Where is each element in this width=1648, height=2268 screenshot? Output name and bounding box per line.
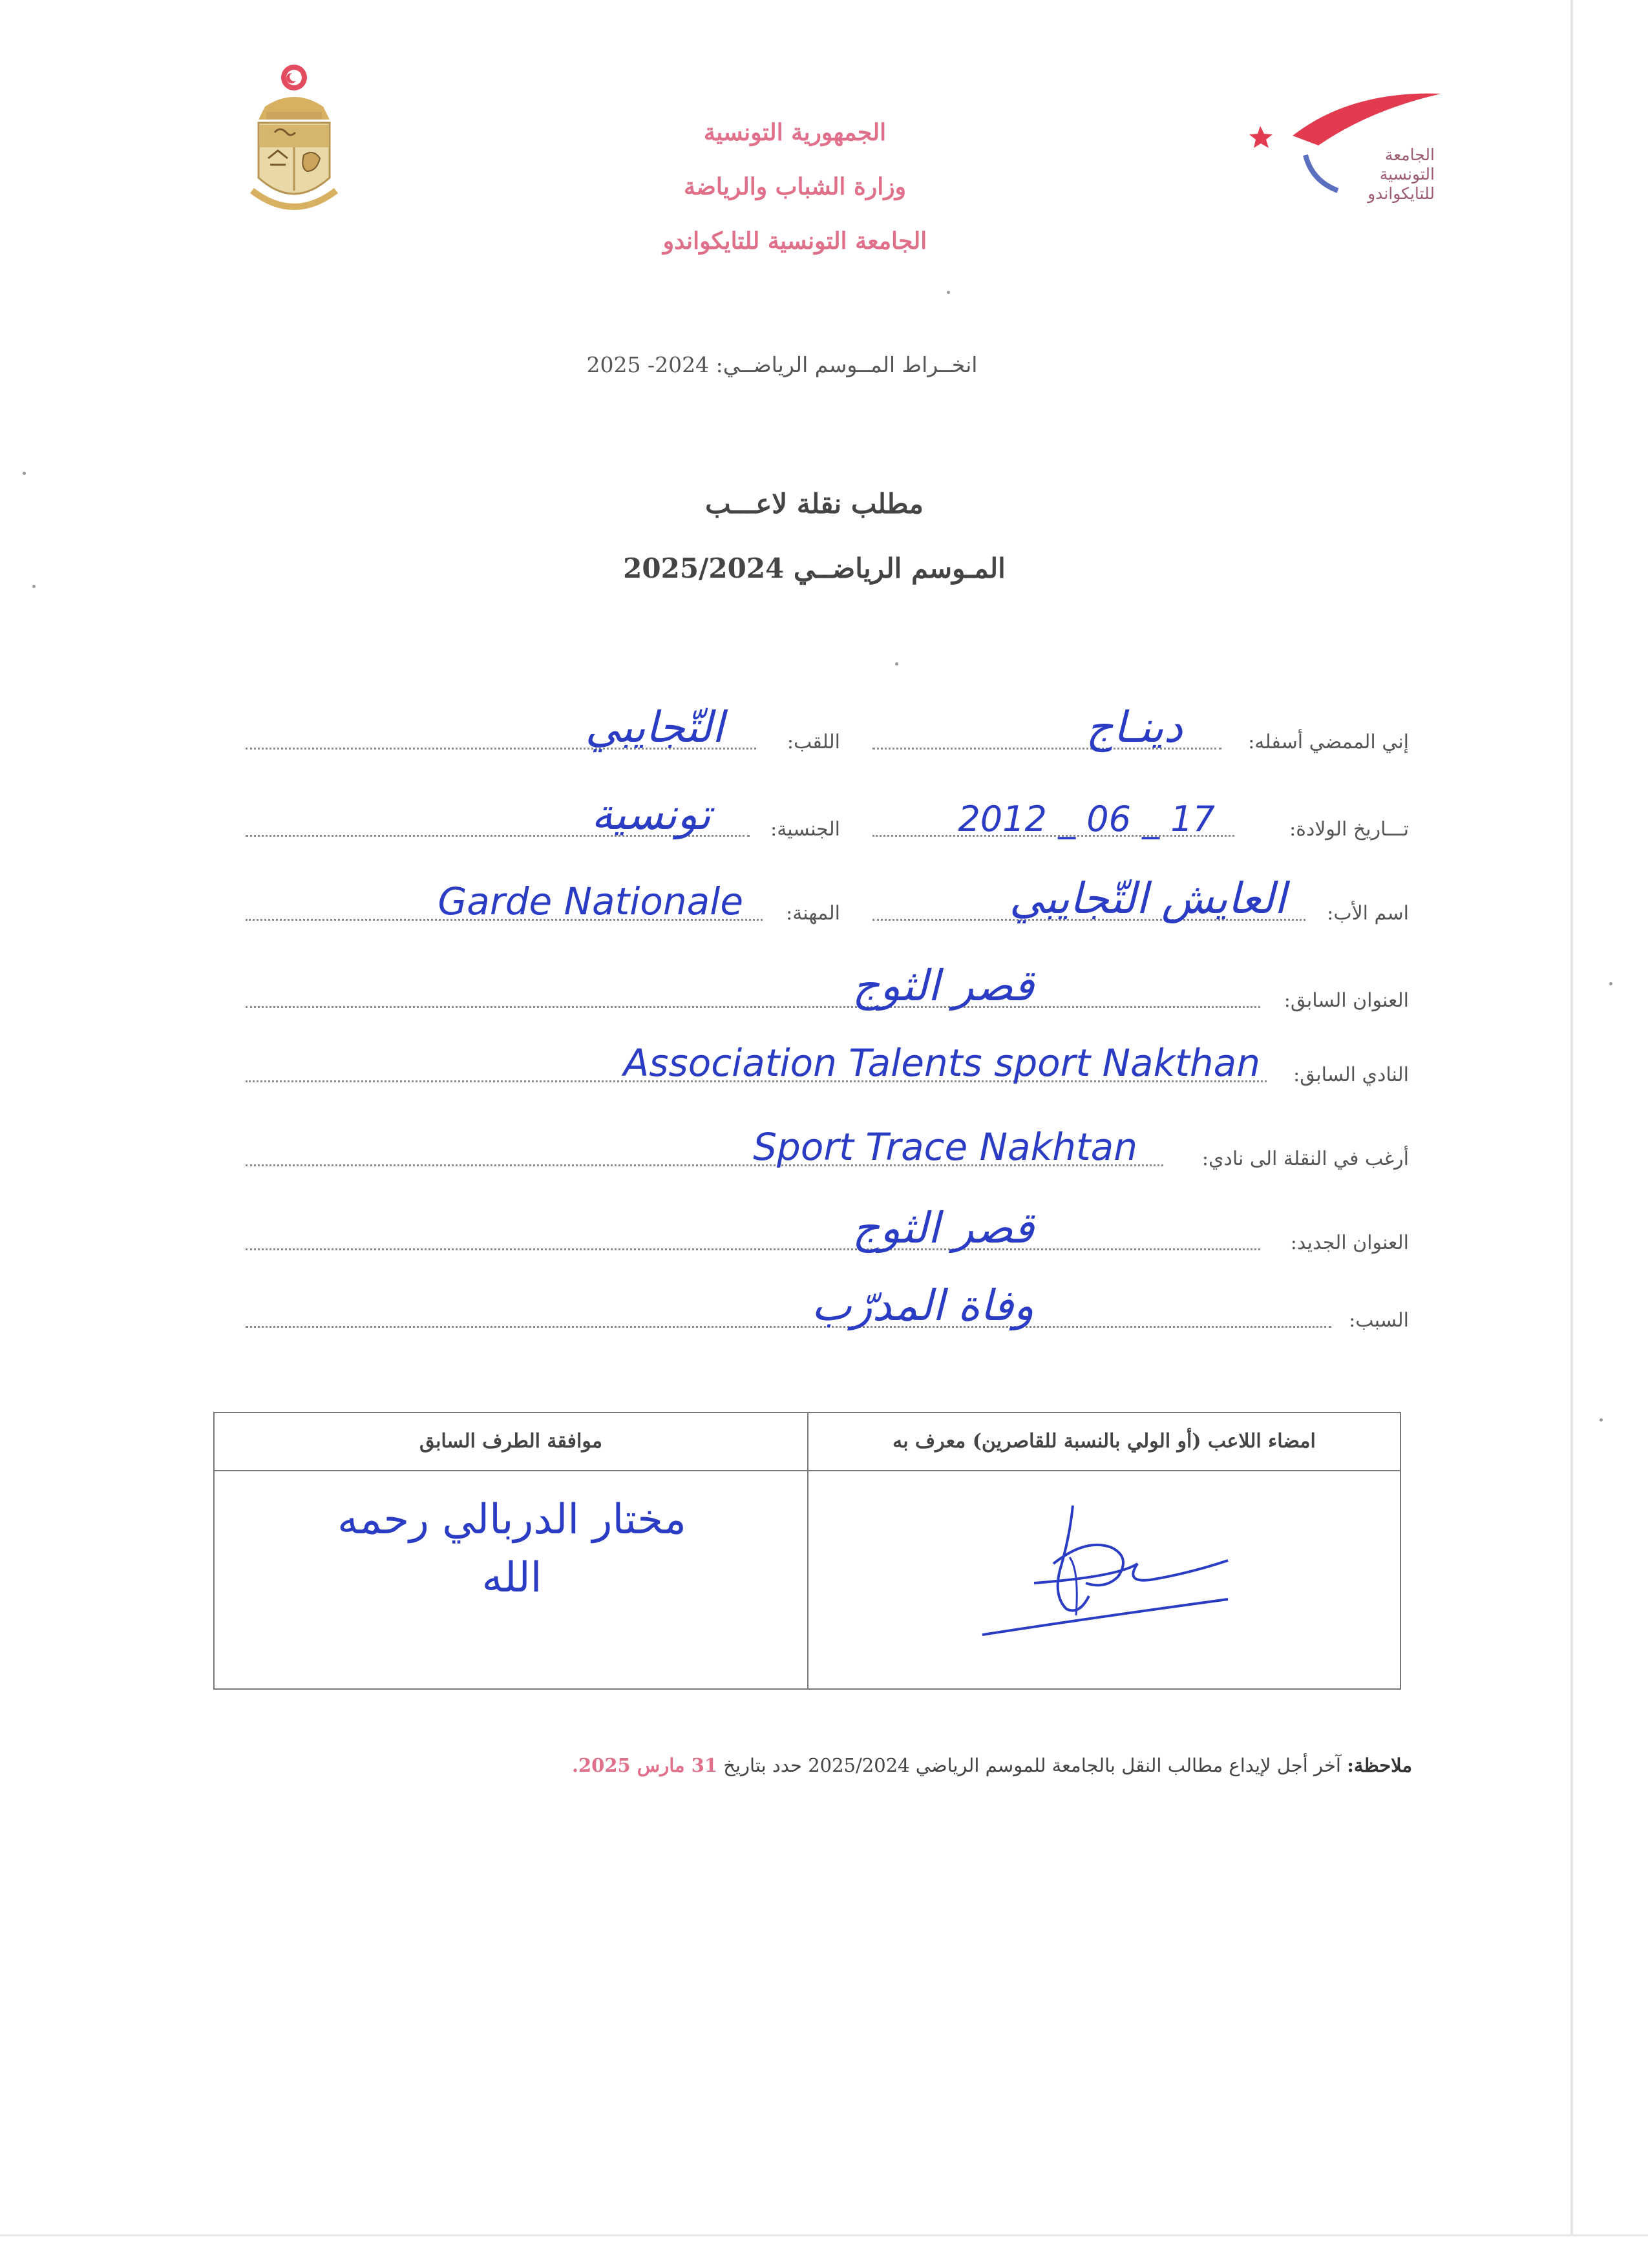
form-row-new-address bbox=[246, 1203, 1409, 1257]
season-line: انخــراط المــوسم الرياضــي: 2024- 2025 bbox=[586, 352, 978, 377]
form-row-transfer-club bbox=[246, 1125, 1409, 1173]
last-name-field bbox=[246, 702, 840, 756]
reason-label: السبب: bbox=[1349, 1309, 1409, 1332]
nationality-label: الجنسية: bbox=[770, 818, 840, 841]
previous-address-label: العنوان السابق: bbox=[1284, 989, 1409, 1012]
transfer-club-value: Sport Trace Nakhtan bbox=[753, 1125, 1137, 1169]
new-address-label: العنوان الجديد: bbox=[1290, 1232, 1409, 1254]
reason-value: وفاة المدرّب bbox=[811, 1281, 1034, 1330]
father-field bbox=[872, 874, 1409, 927]
form-row-previous-address bbox=[246, 961, 1409, 1014]
page-subtitle: المـوسم الرياضــي 2025/2024 bbox=[623, 552, 1006, 584]
scan-speck bbox=[895, 662, 898, 666]
previous-club-label: النادي السابق: bbox=[1293, 1064, 1409, 1086]
profession-label: المهنة: bbox=[786, 902, 840, 925]
father-value: العايش التّجايبي bbox=[1009, 874, 1286, 923]
nationality-value: تونسية bbox=[591, 790, 711, 839]
ministry-label: وزارة الشباب والرياضة bbox=[684, 173, 906, 200]
form-row-father bbox=[246, 874, 1409, 927]
scan-speck bbox=[1609, 982, 1612, 985]
previous-address-value: قصر الثوج bbox=[852, 961, 1034, 1011]
coat-of-arms-icon bbox=[239, 61, 349, 229]
previous-club-value: Association Talents sport Nakthan bbox=[623, 1041, 1260, 1085]
scan-bottom-line bbox=[0, 2234, 1648, 2236]
last-name-label: اللقب: bbox=[787, 731, 840, 753]
note-label: ملاحظة: bbox=[1347, 1754, 1412, 1776]
birth-date-value: 2012 _ 06 _ 17 bbox=[958, 799, 1215, 839]
form-row-reason bbox=[246, 1281, 1409, 1334]
page-title: مطلب نقلة لاعـــب bbox=[705, 488, 924, 520]
scan-speck bbox=[1600, 1418, 1603, 1422]
profession-value: Garde Nationale bbox=[438, 879, 743, 923]
federation-logo-text: الجامعة التونسية للتايكواندو bbox=[1368, 145, 1435, 203]
last-name-value: التّجايبي bbox=[585, 702, 724, 752]
new-address-value: قصر الثوج bbox=[852, 1203, 1034, 1253]
scan-speck bbox=[32, 585, 36, 588]
deadline-note bbox=[388, 1754, 1412, 1776]
profession-field bbox=[246, 879, 840, 927]
nationality-field bbox=[246, 790, 840, 843]
birth-date-label: تـــاريخ الولادة: bbox=[1289, 818, 1409, 841]
first-name-field bbox=[872, 702, 1409, 756]
scan-speck bbox=[23, 472, 26, 475]
player-signature-icon bbox=[956, 1486, 1280, 1654]
player-signature-header: امضاء اللاعب (أو الولي بالنسبة للقاصرين) معرف به bbox=[808, 1413, 1400, 1471]
first-name-label: إني الممضي أسفله: bbox=[1248, 731, 1409, 753]
republic-label: الجمهورية التونسية bbox=[703, 119, 887, 146]
note-deadline: 31 مارس 2025. bbox=[571, 1754, 718, 1776]
scan-edge-line bbox=[1570, 0, 1573, 2236]
scan-speck bbox=[947, 291, 950, 294]
ministry-header bbox=[646, 103, 944, 266]
previous-approval-value: مختار الدربالي رحمه الله bbox=[337, 1496, 686, 1602]
form-row-previous-club bbox=[246, 1041, 1409, 1089]
form-row-birth bbox=[246, 790, 1409, 843]
federation-label: الجامعة التونسية للتايكواندو bbox=[662, 227, 927, 255]
first-name-value: دينـاج bbox=[1086, 702, 1183, 752]
federation-logo bbox=[1247, 84, 1454, 213]
father-label: اسم الأب: bbox=[1327, 902, 1409, 925]
note-text: آخر أجل لإيداع مطالب النقل بالجامعة للموسم الرياضي 2025/2024 حدد بتاريخ bbox=[723, 1754, 1341, 1776]
previous-approval-header: موافقة الطرف السابق bbox=[215, 1413, 807, 1471]
birth-date-field bbox=[872, 798, 1409, 843]
form-row-name bbox=[246, 702, 1409, 756]
transfer-club-label: أرغب في النقلة الى نادي: bbox=[1201, 1148, 1409, 1170]
